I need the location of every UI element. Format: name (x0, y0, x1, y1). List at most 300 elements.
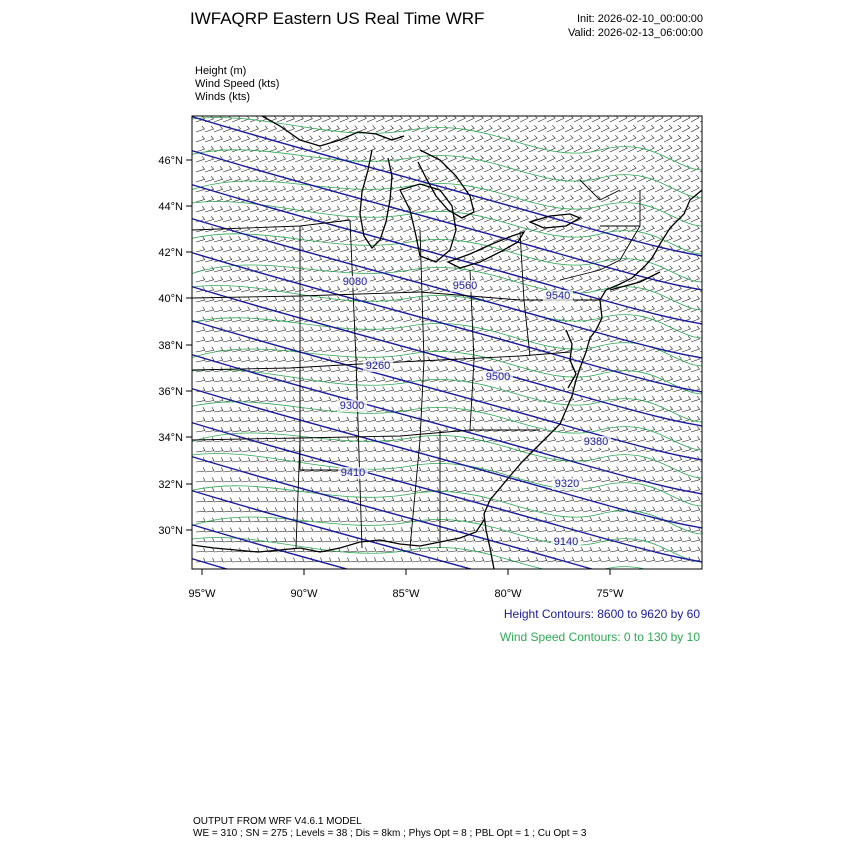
wind-barb (655, 436, 664, 442)
wind-barb (232, 497, 241, 502)
wind-barb (556, 507, 565, 512)
wind-barb (655, 356, 664, 362)
lon-tick-label: 90°W (290, 588, 318, 600)
wind-barb (520, 135, 528, 142)
wind-barb (556, 497, 565, 502)
wind-barb (664, 557, 673, 562)
wind-barb (241, 206, 250, 212)
wind-barb (475, 497, 484, 502)
wind-barb (547, 186, 555, 193)
wind-barb (601, 206, 609, 213)
wind-barb (529, 487, 538, 492)
wind-barb (439, 397, 448, 403)
wind-barb (655, 507, 664, 512)
wind-barb (529, 266, 538, 272)
wind-barb (403, 487, 412, 492)
wind-barb (547, 165, 555, 172)
wind-barb (484, 145, 492, 152)
wind-barb (547, 236, 555, 242)
wind-barb (502, 326, 511, 332)
wind-barb (223, 357, 232, 362)
wind-barb (556, 467, 565, 472)
wind-barb (412, 527, 421, 532)
wind-barb (556, 437, 565, 443)
wind-barb (421, 206, 429, 212)
wind-barb (484, 547, 493, 552)
wind-barb (322, 146, 330, 152)
wind-barb (466, 487, 475, 492)
wind-barb (583, 145, 591, 152)
wind-barb (493, 447, 502, 452)
wind-barb (610, 386, 619, 392)
wind-barb (214, 307, 223, 312)
wind-barb (259, 497, 268, 502)
wind-barb (556, 186, 564, 193)
wind-barb (241, 357, 250, 362)
wind-barb (691, 175, 699, 182)
wind-barb (394, 527, 403, 532)
wind-barb (664, 145, 672, 152)
wind-barb (439, 417, 448, 422)
wind-barb (484, 226, 492, 232)
wind-barb (700, 296, 708, 302)
wind-barb (376, 547, 385, 552)
wind-barb (538, 186, 546, 193)
wind-barb (574, 467, 583, 472)
wind-barb (664, 547, 673, 552)
wind-barb (277, 146, 286, 152)
wind-barb (556, 135, 564, 142)
wind-barb (331, 206, 340, 212)
wind-barb (691, 517, 700, 522)
wind-barb (592, 256, 600, 262)
height-contour-line (170, 450, 720, 600)
wind-barb (394, 286, 403, 292)
height-contour-label: 9300 (339, 400, 365, 412)
wind-barb (619, 537, 628, 542)
wind-barb (259, 447, 268, 452)
wind-barb (619, 246, 627, 252)
wind-barb (394, 537, 403, 542)
wind-barb (475, 487, 484, 492)
wind-barb (628, 416, 637, 422)
wind-barb (601, 497, 610, 502)
wind-barb (295, 166, 304, 172)
wind-barb (691, 125, 699, 132)
wind-barb (583, 135, 591, 142)
wind-barb (403, 166, 411, 172)
wind-barb (250, 317, 259, 322)
wind-barb (493, 467, 502, 472)
wind-barb (286, 116, 294, 122)
wind-barb (691, 486, 700, 492)
wind-barb (421, 326, 430, 332)
wind-barb (664, 205, 672, 212)
wind-barb (304, 357, 313, 362)
wind-barb (601, 356, 610, 362)
wind-barb (223, 538, 232, 542)
wind-barb (322, 136, 330, 142)
wind-barb (655, 256, 663, 262)
wind-barb (205, 467, 214, 472)
wind-barb (205, 246, 214, 252)
wind-barb (511, 396, 520, 402)
wind-barb (646, 477, 655, 483)
wind-barb (673, 456, 682, 462)
height-contour-line (170, 246, 720, 396)
wind-barb (376, 557, 385, 562)
wind-barb (232, 206, 241, 212)
wind-barb (214, 236, 223, 242)
wind-barb (592, 165, 600, 172)
wind-barb (241, 497, 250, 502)
wind-barb (574, 336, 583, 342)
wind-barb (241, 528, 250, 533)
wind-barb (700, 135, 708, 142)
wind-barb (232, 377, 241, 382)
wind-barb (223, 487, 232, 492)
wind-barb (529, 186, 537, 193)
wind-barb (637, 135, 645, 142)
wind-barb (349, 166, 357, 172)
wind-barb (628, 326, 637, 332)
wind-barb (502, 396, 511, 402)
wind-barb (349, 487, 358, 492)
wind-barb (547, 437, 556, 443)
wind-barb (448, 296, 457, 302)
wind-barb (448, 146, 456, 153)
wind-barb (502, 346, 511, 352)
wind-barb (376, 256, 385, 262)
wind-speed-contour-line (185, 118, 715, 171)
wind-barb (601, 517, 610, 522)
wind-barb (556, 306, 565, 312)
wind-barb (574, 266, 582, 272)
wind-barb (304, 527, 313, 532)
wind-barb (421, 467, 430, 472)
wind-barb (412, 487, 421, 492)
wind-barb (691, 376, 700, 382)
wind-barb (232, 327, 241, 332)
wind-barb (385, 447, 394, 452)
wind-barb (673, 406, 682, 412)
wind-barb (484, 306, 493, 312)
wind-barb (268, 357, 277, 362)
wind-barb (205, 196, 214, 202)
wind-barb (196, 347, 205, 352)
wind-barb (367, 477, 376, 482)
wind-barb (538, 135, 546, 142)
wind-barb (646, 386, 655, 392)
wind-barb (259, 518, 268, 523)
wind-barb (673, 125, 681, 132)
wind-barb (232, 246, 241, 252)
wind-barb (619, 185, 627, 192)
wind-barb (340, 266, 349, 272)
wind-barb (556, 155, 564, 162)
wind-barb (430, 226, 439, 232)
wind-barb (412, 306, 421, 312)
wind-barb (268, 216, 277, 222)
wind-barb (574, 276, 582, 282)
wind-barb (466, 316, 475, 322)
wind-barb (583, 517, 592, 522)
wind-barb (646, 436, 655, 442)
wind-barb (583, 155, 591, 162)
wind-barb (340, 417, 349, 422)
wind-barb (394, 367, 403, 373)
wind-barb (511, 176, 519, 183)
wind-barb (331, 236, 340, 242)
wind-barb (430, 497, 439, 502)
wind-barb (250, 447, 259, 452)
wind-barb (241, 276, 250, 282)
wind-barb (250, 457, 259, 462)
wind-barb (430, 146, 438, 153)
wind-barb (682, 366, 691, 372)
wind-barb (232, 427, 241, 432)
wind-barb (457, 166, 465, 172)
wind-barb (286, 216, 295, 222)
wind-barb (655, 195, 663, 202)
wind-barb (538, 547, 547, 552)
wind-barb (205, 216, 214, 222)
wind-barb (466, 356, 475, 362)
wind-barb (619, 467, 628, 473)
wind-barb (691, 326, 699, 332)
wind-barb (637, 216, 645, 223)
wind-barb (304, 276, 313, 282)
wind-barb (592, 517, 601, 522)
wind-barb (484, 417, 493, 423)
lake-ontario (530, 214, 580, 228)
wind-barb (421, 497, 430, 502)
wind-barb (205, 277, 214, 283)
wind-barb (376, 286, 385, 292)
wind-barb (223, 528, 232, 532)
wind-barb (421, 226, 430, 232)
wind-barb (538, 497, 547, 502)
wind-barb (286, 327, 295, 333)
wind-barb (286, 407, 295, 412)
wind-barb (421, 196, 429, 202)
wind-barb (259, 528, 268, 533)
wind-barb (349, 206, 358, 212)
wind-barb (592, 507, 601, 512)
wind-barb (457, 366, 466, 372)
wind-barb (439, 296, 448, 302)
wind-speed-contour-line (185, 286, 715, 339)
wind-barb (682, 426, 691, 432)
wind-barb (295, 387, 304, 392)
wind-barb (268, 397, 277, 402)
wind-barb (538, 125, 546, 132)
wind-barb (313, 427, 322, 432)
wind-barb (556, 256, 564, 262)
wind-barb (610, 316, 619, 322)
wind-barb (304, 397, 313, 402)
wind-barb (457, 206, 465, 212)
wind-barb (511, 186, 519, 193)
wind-barb (403, 527, 412, 532)
wind-barb (403, 316, 412, 322)
wind-barb (511, 517, 520, 522)
wind-barb (439, 306, 448, 312)
wind-barb (421, 457, 430, 462)
wind-barb (241, 417, 250, 422)
wind-barb (412, 136, 420, 143)
wind-barb (610, 416, 619, 422)
wind-barb (421, 377, 430, 383)
wind-barb (655, 185, 663, 192)
wind-barb (241, 377, 250, 382)
wind-barb (232, 477, 241, 482)
wind-barb (682, 276, 690, 282)
wind-barb (223, 317, 232, 322)
wind-barb (583, 216, 591, 223)
wind-barb (475, 417, 484, 422)
wind-barb (286, 166, 295, 172)
wind-barb (394, 236, 403, 242)
wind-barb (214, 176, 223, 182)
wind-barb (394, 316, 403, 322)
wind-barb (430, 356, 439, 362)
wind-barb (520, 386, 529, 392)
wind-barb (664, 215, 672, 222)
wind-barb (592, 547, 601, 552)
wind-barb (511, 326, 520, 332)
wind-barb (691, 135, 699, 142)
wind-barb (196, 176, 205, 182)
wind-barb (673, 236, 681, 243)
wind-barb (484, 176, 492, 182)
wind-barb (475, 427, 484, 432)
wind-barb (610, 296, 619, 302)
wind-barb (520, 527, 529, 532)
wind-barb (322, 306, 331, 312)
wind-barb (349, 176, 357, 182)
wind-barb (529, 165, 537, 172)
wind-barb (628, 135, 636, 142)
wind-barb (682, 225, 690, 232)
wind-barb (538, 477, 547, 482)
wind-barb (322, 316, 331, 322)
wind-barb (655, 155, 663, 162)
wind-barb (367, 407, 376, 412)
wind-barb (664, 125, 672, 132)
wind-barb (538, 467, 547, 472)
wind-barb (700, 416, 709, 422)
wind-barb (358, 206, 367, 212)
wind-barb (574, 557, 583, 562)
wind-barb (700, 246, 708, 253)
wind-barb (673, 507, 682, 512)
wind-barb (277, 367, 286, 372)
wind-barb (430, 537, 439, 542)
wind-barb (205, 498, 214, 503)
wind-barb (601, 226, 609, 233)
wind-barb (259, 296, 268, 302)
wind-barb (196, 156, 205, 162)
wind-barb (556, 165, 564, 172)
wind-barb (511, 487, 520, 492)
wind-barb (448, 266, 457, 272)
wind-barb (592, 125, 600, 132)
wind-barb (403, 557, 412, 562)
wind-barb (250, 256, 259, 262)
wind-barb (376, 276, 385, 282)
wind-barb (214, 337, 223, 342)
wind-barb (277, 427, 286, 432)
wind-barb (196, 397, 205, 402)
wind-barb (205, 387, 214, 392)
wind-barb (340, 166, 348, 172)
wind-barb (538, 447, 547, 452)
wind-barb (574, 396, 583, 402)
wind-barb (241, 317, 250, 322)
wind-barb (700, 507, 709, 513)
wind-barb (682, 236, 690, 243)
wind-barb (385, 246, 394, 252)
wind-barb (556, 246, 564, 252)
wind-barb (232, 307, 241, 313)
wind-barb (295, 226, 304, 232)
wind-barb (340, 116, 348, 122)
wind-barb (205, 176, 214, 182)
wind-barb (421, 437, 430, 442)
wind-barb (340, 527, 349, 532)
wind-barb (421, 407, 430, 412)
wind-barb (619, 155, 627, 162)
wind-barb (538, 306, 547, 312)
wind-barb (619, 346, 628, 352)
wind-barb (493, 256, 502, 262)
wind-barb (700, 436, 709, 442)
wind-barb (196, 498, 205, 503)
wind-barb (475, 146, 483, 153)
wind-barb (700, 155, 708, 162)
wind-barb (601, 185, 609, 192)
wind-barb (412, 497, 421, 502)
wind-barb (502, 457, 511, 462)
wind-barb (682, 537, 691, 542)
wind-barb (691, 235, 699, 242)
wind-barb (673, 376, 682, 382)
wind-barb (610, 467, 619, 473)
wind-barb (268, 317, 277, 323)
wind-barb (385, 126, 393, 133)
wind-barb (565, 246, 573, 252)
wind-barb (637, 336, 646, 342)
wind-barb (700, 145, 708, 152)
wind-barb (520, 557, 529, 562)
wind-barb (682, 296, 690, 302)
wind-barb (646, 336, 655, 342)
wind-barb (286, 256, 295, 262)
wind-barb (241, 146, 250, 152)
wind-barb (529, 155, 537, 162)
wind-barb (475, 457, 484, 462)
wind-barb (610, 517, 619, 522)
wind-barb (556, 266, 564, 272)
longitude-axis (188, 569, 624, 600)
wind-barb (457, 447, 466, 452)
wind-barb (196, 146, 205, 152)
wind-barb (448, 557, 457, 562)
wind-barb (475, 316, 484, 322)
wind-barb (349, 507, 358, 512)
wind-barb (358, 417, 367, 422)
